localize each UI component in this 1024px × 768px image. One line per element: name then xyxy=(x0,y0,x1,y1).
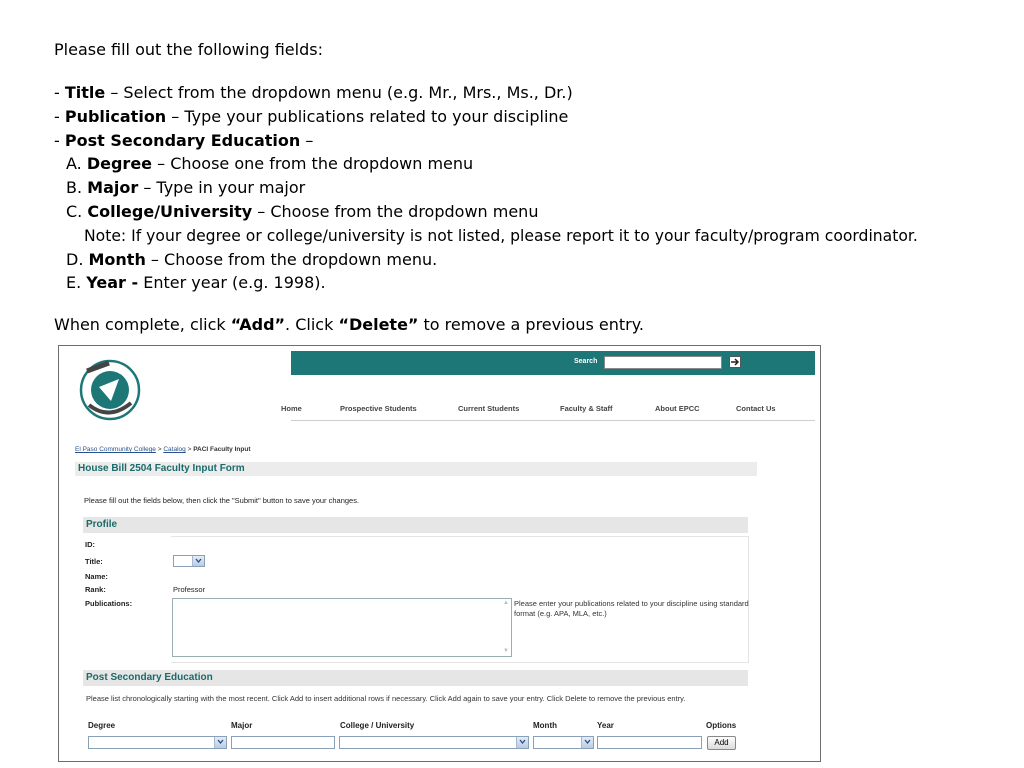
profile-section-bar xyxy=(83,517,748,533)
nav-contact-us[interactable]: Contact Us xyxy=(736,404,776,413)
publications-textarea[interactable] xyxy=(172,598,512,657)
rank-value: Professor xyxy=(173,585,206,594)
pse-section-bar xyxy=(83,670,748,686)
year-input[interactable] xyxy=(597,736,702,749)
nav-home[interactable]: Home xyxy=(281,404,302,413)
college-select[interactable] xyxy=(339,736,529,749)
form-title: House Bill 2504 Faculty Input Form xyxy=(78,463,245,474)
pse-description: Please list chronologically starting with the most recent. Click Add to insert additional rows if necessary. Click Add again to save your entry. Click Delete to remove the previous entry. xyxy=(86,694,686,703)
instr-college: C. College/University – Choose from the dropdown menu xyxy=(66,202,539,221)
scroll-up-icon[interactable]: ▲ xyxy=(503,600,509,606)
col-major: Major xyxy=(231,721,253,730)
col-options: Options xyxy=(706,721,737,730)
nav-current-students[interactable]: Current Students xyxy=(458,404,520,413)
instr-publication: - Publication – Type your publications related to your discipline xyxy=(54,107,569,126)
nav-prospective-students[interactable]: Prospective Students xyxy=(340,404,417,413)
name-label: Name: xyxy=(85,572,108,581)
title-select[interactable] xyxy=(173,555,205,567)
instr-month: D. Month – Choose from the dropdown menu. xyxy=(66,250,438,269)
chevron-down-icon xyxy=(519,739,526,744)
epcc-logo[interactable] xyxy=(79,359,141,421)
instr-degree: A. Degree – Choose one from the dropdown menu xyxy=(66,154,474,173)
chevron-down-icon xyxy=(584,739,591,744)
col-college: College / University xyxy=(340,721,415,730)
nav-about-epcc[interactable]: About EPCC xyxy=(655,404,700,413)
instr-year: E. Year - Enter year (e.g. 1998). xyxy=(66,273,326,292)
chevron-down-icon xyxy=(195,558,202,563)
arrow-right-icon xyxy=(730,357,740,367)
instr-note: Note: If your degree or college/university is not listed, please report it to your faculty/program coordinator. xyxy=(84,227,918,245)
col-year: Year xyxy=(597,721,614,730)
nav-divider xyxy=(291,420,815,421)
nav-faculty-staff[interactable]: Faculty & Staff xyxy=(560,404,613,413)
scroll-down-icon[interactable]: ▼ xyxy=(503,648,509,654)
instr-complete: When complete, click “Add”. Click “Delete” to remove a previous entry. xyxy=(54,315,645,334)
search-label: Search xyxy=(574,358,598,365)
major-input[interactable] xyxy=(231,736,335,749)
breadcrumb: El Paso Community College > Catalog > PACI Faculty Input xyxy=(75,446,251,453)
website-screenshot xyxy=(58,345,821,762)
publications-help: Please enter your publications related to your discipline using standard format (e.g. APA, MLA, etc.) xyxy=(514,599,749,618)
form-instructions: Please fill out the fields below, then click the "Submit" button to save your changes. xyxy=(84,496,360,505)
intro-text: Please fill out the following fields: xyxy=(54,40,323,59)
breadcrumb-link-catalog[interactable]: Catalog xyxy=(163,446,186,453)
title-label: Title: xyxy=(85,557,103,566)
instr-pse: - Post Secondary Education – xyxy=(54,131,314,150)
search-go-button[interactable] xyxy=(729,356,741,368)
pse-section-title: Post Secondary Education xyxy=(86,672,213,683)
form-title-bar xyxy=(75,462,757,476)
month-select[interactable] xyxy=(533,736,594,749)
breadcrumb-current: PACI Faculty Input xyxy=(193,446,251,453)
breadcrumb-link-epcc[interactable]: El Paso Community College xyxy=(75,446,156,453)
add-button[interactable]: Add xyxy=(707,736,736,750)
chevron-down-icon xyxy=(217,739,224,744)
degree-select[interactable] xyxy=(88,736,227,749)
instr-major: B. Major – Type in your major xyxy=(66,178,306,197)
rank-label: Rank: xyxy=(85,585,106,594)
profile-section-title: Profile xyxy=(86,519,118,530)
search-input[interactable] xyxy=(604,356,722,369)
instr-title: - Title – Select from the dropdown menu (e.g. Mr., Mrs., Ms., Dr.) xyxy=(54,83,573,102)
col-month: Month xyxy=(533,721,557,730)
publications-label: Publications: xyxy=(85,599,133,608)
col-degree: Degree xyxy=(88,721,116,730)
id-label: ID: xyxy=(85,540,95,549)
